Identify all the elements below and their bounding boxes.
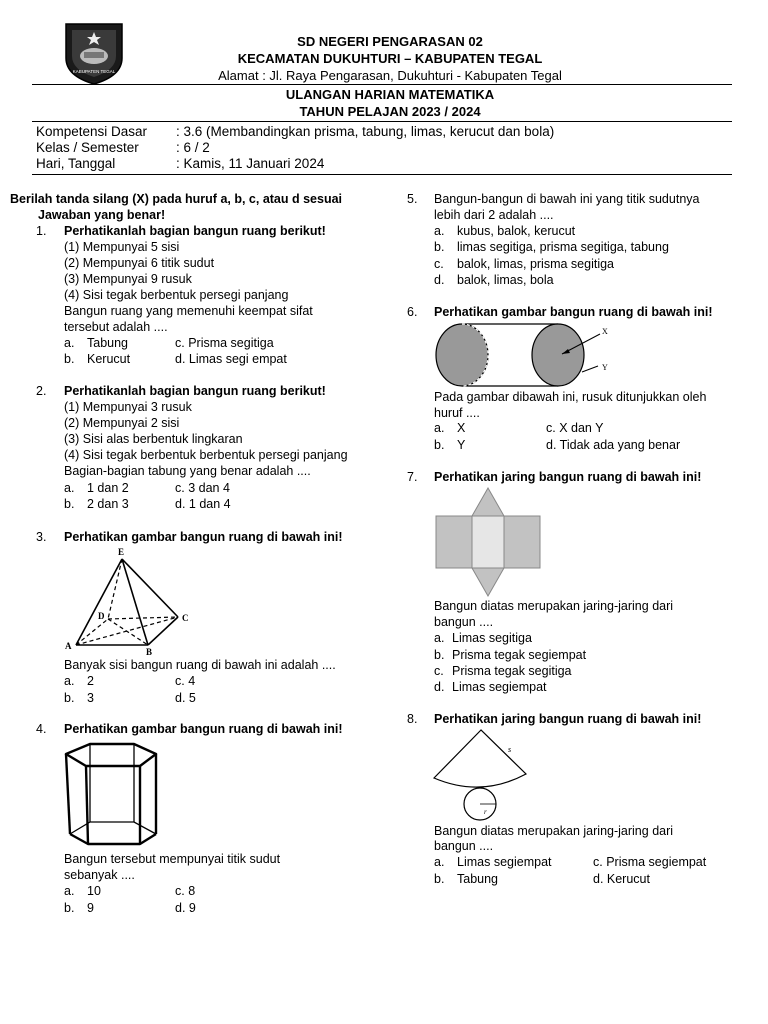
- info-top-rule: [32, 121, 732, 122]
- question-line: Bangun tersebut mempunyai titik sudut: [64, 852, 281, 866]
- option-d[interactable]: balok, limas, bola: [457, 273, 554, 287]
- header-rule: [32, 84, 732, 85]
- question-line: Bangun-bangun di bawah ini yang titik sudutnya: [434, 192, 700, 206]
- option-d-letter[interactable]: d.: [434, 273, 445, 287]
- question-line: bangun ....: [434, 615, 494, 629]
- option-c[interactable]: Prisma tegak segitiga: [452, 664, 572, 678]
- question-line: tersebut adalah ....: [64, 320, 168, 334]
- question-number: 8.: [407, 712, 418, 726]
- question-line: lebih dari 2 adalah ....: [434, 208, 554, 222]
- option-a-letter[interactable]: a.: [64, 336, 75, 350]
- option-b-letter[interactable]: b.: [434, 648, 445, 662]
- option-a[interactable]: Limas segitiga: [452, 631, 532, 645]
- vertex-label: B: [146, 647, 153, 657]
- option-b-letter[interactable]: b.: [434, 872, 445, 886]
- option-c[interactable]: balok, limas, prisma segitiga: [457, 257, 615, 271]
- option-a[interactable]: 2: [87, 674, 94, 688]
- info-label: Kompetensi Dasar: [36, 124, 148, 139]
- option-d[interactable]: d. 5: [175, 691, 196, 705]
- option-d[interactable]: d. Kerucut: [593, 872, 650, 886]
- question-number: 4.: [36, 722, 47, 736]
- question-number: 1.: [36, 224, 47, 238]
- option-a[interactable]: kubus, balok, kerucut: [457, 224, 576, 238]
- question-number: 3.: [36, 530, 47, 544]
- question-line: (2) Mempunyai 6 titik sudut: [64, 256, 215, 270]
- option-c[interactable]: c. 4: [175, 674, 196, 688]
- option-d[interactable]: d. Limas segi empat: [175, 352, 287, 366]
- vertex-label: D: [98, 611, 105, 621]
- option-c[interactable]: c. X dan Y: [546, 421, 604, 435]
- instruction-line: Berilah tanda silang (X) pada huruf a, b, c, atau d sesuai: [10, 192, 343, 206]
- exam-year: TAHUN PELAJAN 2023 / 2024: [299, 104, 481, 119]
- figure-label: X: [602, 327, 608, 336]
- question-line: huruf ....: [434, 406, 480, 420]
- option-c[interactable]: c. Prisma segitiga: [175, 336, 274, 350]
- option-d[interactable]: Limas segiempat: [452, 680, 547, 694]
- question-number: 2.: [36, 384, 47, 398]
- question-title: Perhatikan gambar bangun ruang di bawah ini!: [64, 722, 343, 736]
- option-a-letter[interactable]: a.: [64, 884, 75, 898]
- question-title: Perhatikan jaring bangun ruang di bawah ini!: [434, 712, 702, 726]
- question-line: (4) Sisi tegak berbentuk berbentuk persegi panjang: [64, 448, 348, 462]
- info-label: Hari, Tanggal: [36, 156, 116, 171]
- option-b[interactable]: 2 dan 3: [87, 497, 129, 511]
- option-b-letter[interactable]: b.: [64, 691, 75, 705]
- question-line: (3) Mempunyai 9 rusuk: [64, 272, 192, 286]
- option-c-letter[interactable]: c.: [434, 664, 444, 678]
- option-a-letter[interactable]: a.: [64, 481, 75, 495]
- question-line: bangun ....: [434, 839, 494, 853]
- prism-net-figure: [434, 486, 544, 598]
- option-a-letter[interactable]: a.: [434, 855, 445, 869]
- district-name: KECAMATAN DUKUHTURI – KABUPATEN TEGAL: [237, 51, 543, 66]
- option-a[interactable]: Tabung: [87, 336, 129, 350]
- question-line: Bagian-bagian tabung yang benar adalah ....: [64, 464, 311, 478]
- question-title: Perhatikan gambar bangun ruang di bawah ini!: [434, 305, 713, 319]
- option-d[interactable]: d. Tidak ada yang benar: [546, 438, 681, 452]
- question-line: Banyak sisi bangun ruang di bawah ini adalah ....: [64, 658, 336, 672]
- question-line: (1) Mempunyai 5 sisi: [64, 240, 180, 254]
- question-line: (2) Mempunyai 2 sisi: [64, 416, 180, 430]
- info-label: Kelas / Semester: [36, 140, 139, 155]
- option-b-letter[interactable]: b.: [64, 352, 75, 366]
- option-c[interactable]: c. Prisma segiempat: [593, 855, 707, 869]
- figure-label: Y: [602, 363, 608, 372]
- option-c[interactable]: c. 3 dan 4: [175, 481, 230, 495]
- option-b-letter[interactable]: b.: [64, 901, 75, 915]
- option-b[interactable]: Prisma tegak segiempat: [452, 648, 587, 662]
- question-title: Perhatikan gambar bangun ruang di bawah ini!: [64, 530, 343, 544]
- option-a[interactable]: X: [457, 421, 466, 435]
- option-b[interactable]: limas segitiga, prisma segitiga, tabung: [457, 240, 669, 254]
- pyramid-figure: [62, 545, 202, 657]
- option-b-letter[interactable]: b.: [64, 497, 75, 511]
- info-value: : 6 / 2: [176, 140, 210, 155]
- option-b-letter[interactable]: b.: [434, 240, 445, 254]
- logo-text: KABUPATEN TEGAL: [72, 69, 116, 74]
- info-bottom-rule: [32, 174, 732, 175]
- option-d-letter[interactable]: d.: [434, 680, 445, 694]
- option-d[interactable]: d. 9: [175, 901, 196, 915]
- option-b[interactable]: Y: [457, 438, 466, 452]
- option-a-letter[interactable]: a.: [434, 421, 445, 435]
- option-b[interactable]: Tabung: [457, 872, 499, 886]
- option-a-letter[interactable]: a.: [64, 674, 75, 688]
- pentagonal-prism-figure: [60, 740, 166, 850]
- option-c[interactable]: c. 8: [175, 884, 196, 898]
- question-title: Perhatikan jaring bangun ruang di bawah ini!: [434, 470, 702, 484]
- school-name: SD NEGERI PENGARASAN 02: [297, 34, 483, 49]
- question-line: Pada gambar dibawah ini, rusuk ditunjukkan oleh: [434, 390, 707, 404]
- question-title: Perhatikanlah bagian bangun ruang berikut!: [64, 224, 326, 238]
- option-d[interactable]: d. 1 dan 4: [175, 497, 231, 511]
- cone-net-figure: [432, 728, 532, 822]
- cylinder-figure: [434, 320, 624, 390]
- option-a[interactable]: 10: [87, 884, 101, 898]
- figure-label: s: [508, 745, 512, 754]
- figure-label: r: [484, 808, 487, 816]
- question-line: sebanyak ....: [64, 868, 135, 882]
- school-address: Alamat : Jl. Raya Pengarasan, Dukuhturi - Kabupaten Tegal: [218, 68, 562, 83]
- exam-title: ULANGAN HARIAN MATEMATIKA: [285, 87, 495, 102]
- vertex-label: C: [182, 613, 189, 623]
- vertex-label: E: [118, 547, 125, 557]
- question-title: Perhatikanlah bagian bangun ruang berikut!: [64, 384, 326, 398]
- question-number: 5.: [407, 192, 418, 206]
- question-line: Bangun diatas merupakan jaring-jaring dari: [434, 599, 674, 613]
- question-line: (4) Sisi tegak berbentuk persegi panjang: [64, 288, 289, 302]
- option-a[interactable]: Limas segiempat: [457, 855, 552, 869]
- question-line: (3) Sisi alas berbentuk lingkaran: [64, 432, 243, 446]
- question-number: 6.: [407, 305, 418, 319]
- option-c-letter[interactable]: c.: [434, 257, 444, 271]
- option-a[interactable]: 1 dan 2: [87, 481, 129, 495]
- option-b[interactable]: 3: [87, 691, 94, 705]
- question-line: Bangun diatas merupakan jaring-jaring dari: [434, 824, 674, 838]
- vertex-label: A: [65, 641, 72, 651]
- option-b[interactable]: 9: [87, 901, 94, 915]
- info-value: : 3.6 (Membandingkan prisma, tabung, limas, kerucut dan bola): [176, 124, 555, 139]
- option-b-letter[interactable]: b.: [434, 438, 445, 452]
- instruction-line: Jawaban yang benar!: [38, 208, 166, 222]
- option-b[interactable]: Kerucut: [87, 352, 131, 366]
- question-number: 7.: [407, 470, 418, 484]
- info-value: : Kamis, 11 Januari 2024: [176, 156, 325, 171]
- question-line: Bangun ruang yang memenuhi keempat sifat: [64, 304, 313, 318]
- option-a-letter[interactable]: a.: [434, 631, 445, 645]
- option-a-letter[interactable]: a.: [434, 224, 445, 238]
- question-line: (1) Mempunyai 3 rusuk: [64, 400, 192, 414]
